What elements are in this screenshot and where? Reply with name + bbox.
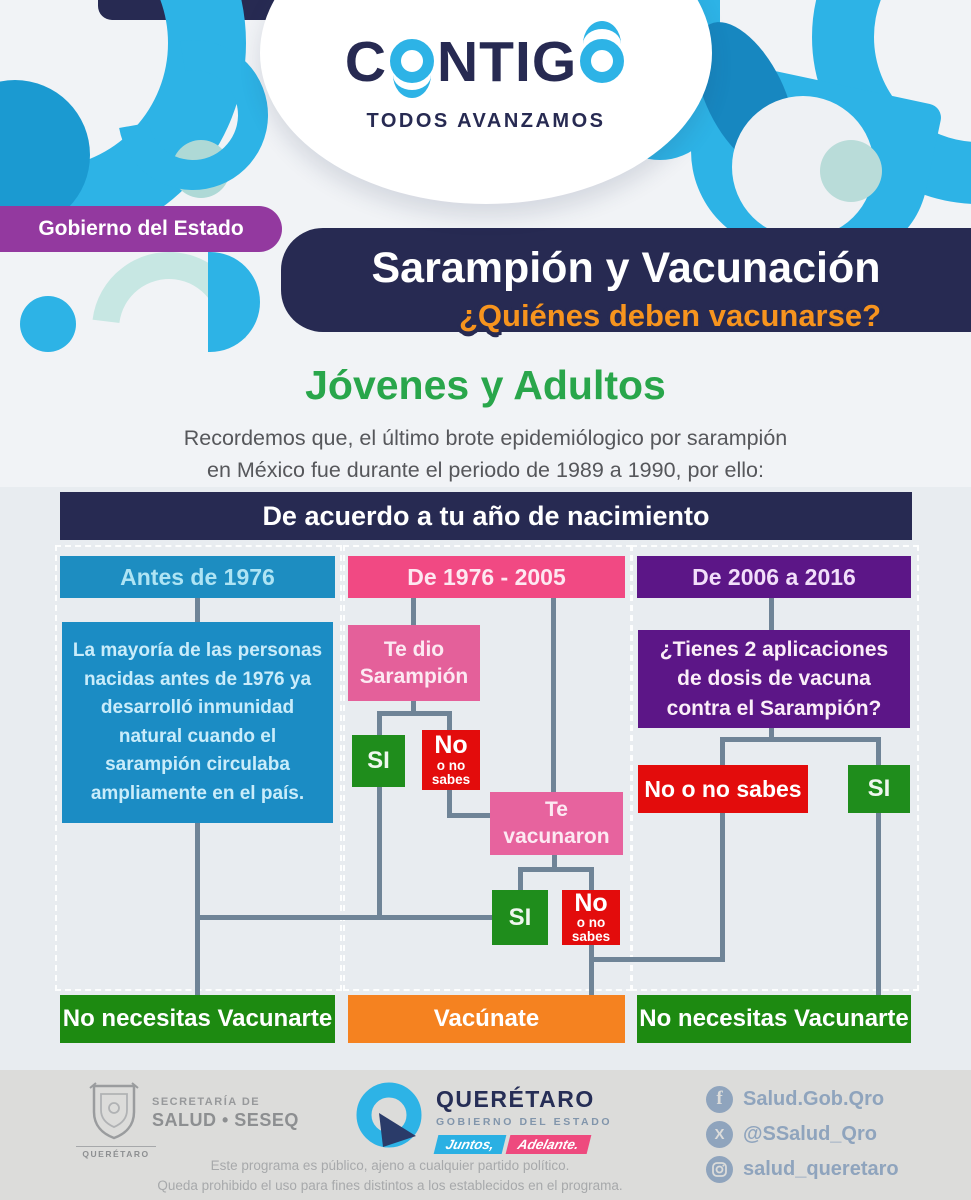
option-no-1-big: No [434,731,468,760]
x-handle: @SSalud_Qro [743,1122,877,1145]
intro-paragraph [0,422,971,487]
connector [720,813,725,962]
question-dos-dosis: ¿Tienes 2 aplicaciones de dosis de vacuna contra el Sarampión? [638,630,910,728]
connector [551,598,556,792]
contigo-letters-ntig: NTIG [437,30,578,94]
connector [377,711,452,716]
facebook-icon: f [706,1086,733,1113]
queretaro-subtitle: GOBIERNO DEL ESTADO [436,1116,613,1128]
option-si-2: SI [492,890,548,945]
secretaria-line-2: SALUD • SESEQ [152,1110,299,1130]
connector [876,813,881,997]
connector [411,598,416,627]
page-title: Sarampión y Vacunación [371,244,881,292]
option-no-2-small: o no sabes [571,915,611,945]
bg-question-wedge [208,252,260,352]
connector [377,711,382,735]
option-si-3: SI [848,765,910,813]
gobierno-badge-label: Gobierno del Estado [38,217,244,240]
logo-arc-below-icon [393,75,431,98]
column-1-header: Antes de 1976 [60,556,335,598]
connector [377,787,382,917]
connector [195,915,495,920]
column-2-header: De 1976 - 2005 [348,556,625,598]
disclaimer-line-1: Este programa es público, ajeno a cualquier partido político. [210,1158,570,1173]
shield-caption: QUERÉTARO [76,1146,156,1159]
gobierno-badge [0,206,282,252]
column-2-result: Vacúnate [348,995,625,1043]
bg-question-dot [20,296,76,352]
section-band: De acuerdo a tu año de nacimiento [60,492,912,540]
column-1-result: No necesitas Vacunarte [60,995,335,1043]
column-3-result: No necesitas Vacunarte [637,995,911,1043]
connector [720,737,725,765]
contigo-o-icon [580,37,624,81]
option-no-3: No o no sabes [638,765,808,813]
ribbon-juntos: Juntos, [434,1135,507,1154]
contigo-letter-c: C [344,30,387,94]
contigo-logo [260,30,712,94]
social-row-x [706,1119,899,1149]
facebook-handle: Salud.Gob.Qro [743,1087,885,1110]
intro-line-1: Recordemos que, el último brote epidemiólogico por sarampión [183,426,788,450]
logo-arc-above-icon [583,21,621,44]
x-icon: X [706,1121,733,1148]
option-no-2-big: No [574,888,608,917]
secretaria-line-1: SECRETARÍA DE [152,1096,261,1108]
footer [0,1070,971,1200]
connector [589,867,594,890]
intro-line-2: en México fue durante el periodo de 1989 a 1990, por ello: [206,458,764,483]
question-te-dio-sarampion: Te dio Sarampión [348,625,480,701]
connector [769,598,774,630]
connector [876,737,881,765]
bg-pale-dot-right [820,140,882,202]
question-te-vacunaron: Te vacunaron [490,792,623,855]
audience-heading: Jóvenes y Adultos [305,362,666,408]
connector [589,945,594,997]
connector [447,813,492,818]
queretaro-name: QUERÉTARO [436,1086,595,1112]
social-row-facebook [706,1084,899,1114]
contigo-o-icon [390,37,434,81]
logo-tagline: TODOS AVANZAMOS [366,110,606,132]
connector [589,957,724,962]
queretaro-q-logo-icon [352,1080,426,1154]
slogan-ribbons [436,1135,612,1154]
instagram-handle: salud_queretaro [743,1157,899,1180]
disclaimer [40,1156,740,1195]
ribbon-adelante: Adelante. [506,1135,592,1154]
queretaro-logo-text [436,1086,612,1154]
option-si-1: SI [352,735,405,787]
connector [518,867,594,872]
disclaimer-line-2: Queda prohibido el uso para fines distintos a los establecidos en el programa. [157,1177,623,1193]
coat-of-arms-icon [88,1082,140,1144]
connector [195,823,200,995]
subtitle-question: ¿Quiénes deben vacunarse? [458,298,882,333]
connector [720,737,881,742]
column-3-header: De 2006 a 2016 [637,556,911,598]
connector [518,867,523,890]
option-no-2 [562,890,620,945]
option-no-1 [422,730,480,790]
option-no-1-small: o no sabes [431,757,471,787]
column-1-body: La mayoría de las personas nacidas antes de 1976 ya desarrolló inmunidad natural cuando el sarampión circulaba ampliamente en el país. [62,622,333,823]
connector [195,598,200,624]
